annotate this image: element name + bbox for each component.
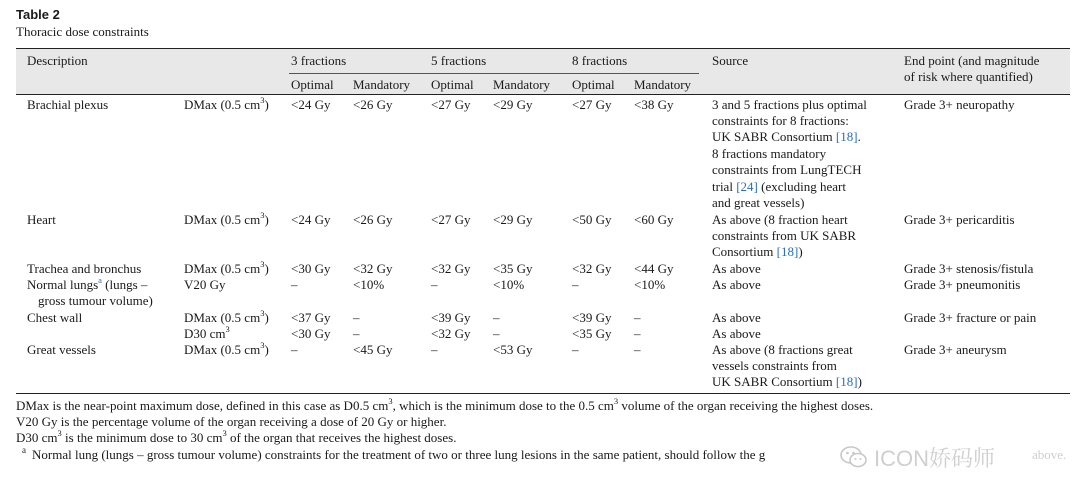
lungs-5-mandatory: <10% [493, 277, 525, 292]
footnote-dmax: DMax is the near-point maximum dose, defined in this case as D0.5 $cm^3$, which is the minimum dose to the 0.5 $cm^3$ volume of the organ receiving the highest doses. [16, 395, 874, 413]
row-chest-wall-description: Chest wall [27, 310, 83, 325]
bottom-rule [16, 393, 1070, 394]
bp-8-optimal: <27 Gy [572, 97, 612, 112]
chest2-3-optimal: <30 Gy [291, 326, 331, 341]
row-lungs-description-line2: gross tumour volume) [38, 293, 153, 308]
bp-source-line5: constraints from LungTECH [712, 162, 862, 177]
chest-3-mandatory: – [353, 310, 360, 325]
chest-8-optimal: <39 Gy [572, 310, 612, 325]
reference-link-24[interactable]: [24] [736, 179, 758, 194]
heart-source-line3: Consortium [18]) [712, 244, 803, 259]
chest-8-mandatory: – [634, 310, 641, 325]
chest-5-mandatory: – [493, 310, 500, 325]
bp-3-optimal: <24 Gy [291, 97, 331, 112]
subheader-5-optimal: Optimal [431, 77, 474, 92]
subheader-8-optimal: Optimal [572, 77, 615, 92]
chest-5-optimal: <39 Gy [431, 310, 471, 325]
row-chest-wall-metric2: D30 $cm^3$ [184, 323, 230, 341]
chest2-8-mandatory: – [634, 326, 641, 341]
chest-endpoint: Grade 3+ fracture or pain [904, 310, 1037, 325]
bp-source-line1: 3 and 5 fractions plus optimal [712, 97, 867, 112]
bp-source-line3: UK SABR Consortium [18]. [712, 129, 861, 144]
trachea-5-optimal: <32 Gy [431, 261, 471, 276]
col-header-5-fractions: 5 fractions [431, 53, 487, 68]
header-bottom-rule [16, 94, 1070, 95]
lungs-5-optimal: – [431, 277, 438, 292]
trachea-3-mandatory: <32 Gy [353, 261, 393, 276]
bp-source-line6: trial [24] (excluding heart [712, 179, 846, 194]
col-header-endpoint-line2: of risk where quantified) [904, 69, 1033, 84]
trachea-8-optimal: <32 Gy [572, 261, 612, 276]
footnote-normal-lung: $^a$ Normal lung (lungs – gross tumour volume) constraints for the treatment of two or three lung lesions in the same patient, should follow the g [22, 444, 766, 462]
row-lungs-description: Normal lungs$^a$ (lungs – [27, 274, 148, 292]
col-header-3-fractions: 3 fractions [291, 53, 347, 68]
chest2-source: As above [712, 326, 761, 341]
row-lungs-metric: V20 Gy [184, 277, 226, 292]
lungs-endpoint: Grade 3+ pneumonitis [904, 277, 1021, 292]
row-heart-metric: DMax (0.5 $cm^3$) [184, 209, 269, 227]
row-trachea-metric: DMax (0.5 $cm^3$) [184, 258, 269, 276]
heart-8-mandatory: <60 Gy [634, 212, 674, 227]
chest-source: As above [712, 310, 761, 325]
lungs-8-optimal: – [572, 277, 579, 292]
trachea-3-optimal: <30 Gy [291, 261, 331, 276]
row-brachial-plexus-description: Brachial plexus [27, 97, 109, 112]
heart-3-mandatory: <26 Gy [353, 212, 393, 227]
heart-endpoint: Grade 3+ pericarditis [904, 212, 1015, 227]
chest2-5-optimal: <32 Gy [431, 326, 471, 341]
top-rule [16, 48, 1070, 49]
reference-link-18[interactable]: [18] [776, 244, 799, 259]
row-brachial-plexus-metric: DMax (0.5 $cm^3$) [184, 94, 269, 112]
great-endpoint: Grade 3+ aneurysm [904, 342, 1007, 357]
great-5-optimal: – [431, 342, 438, 357]
col-header-description: Description [27, 53, 88, 68]
heart-8-optimal: <50 Gy [572, 212, 612, 227]
trachea-endpoint: Grade 3+ stenosis/fistula [904, 261, 1034, 276]
table-label: Table 2 [16, 7, 60, 22]
footnote-d30: D30 $cm^3$ is the minimum dose to 30 $cm^3$ of the organ that receives the highest doses. [16, 427, 457, 445]
bp-5-mandatory: <29 Gy [493, 97, 533, 112]
chest2-8-optimal: <35 Gy [572, 326, 612, 341]
lungs-3-optimal: – [291, 277, 298, 292]
great-source-line2: vessels constraints from [712, 358, 837, 373]
reference-link-18[interactable]: [18] [835, 129, 858, 144]
heart-source-line1: As above (8 fraction heart [712, 212, 848, 227]
great-3-optimal: – [291, 342, 298, 357]
great-source-line3: UK SABR Consortium [18]) [712, 374, 862, 389]
bp-5-optimal: <27 Gy [431, 97, 471, 112]
footnote-v20: V20 Gy is the percentage volume of the organ receiving a dose of 20 Gy or higher. [16, 414, 447, 429]
chest-3-optimal: <37 Gy [291, 310, 331, 325]
chest2-3-mandatory: – [353, 326, 360, 341]
trachea-source: As above [712, 261, 761, 276]
bp-8-mandatory: <38 Gy [634, 97, 674, 112]
great-8-mandatory: – [634, 342, 641, 357]
bp-source-line2: constraints for 8 fractions: [712, 113, 849, 128]
table-caption: Thoracic dose constraints [16, 24, 149, 39]
bp-3-mandatory: <26 Gy [353, 97, 393, 112]
heart-3-optimal: <24 Gy [291, 212, 331, 227]
bp-endpoint: Grade 3+ neuropathy [904, 97, 1015, 112]
subheader-8-mandatory: Mandatory [634, 77, 692, 92]
col-header-8-fractions: 8 fractions [572, 53, 628, 68]
reference-link-18[interactable]: [18] [835, 374, 858, 389]
trachea-8-mandatory: <44 Gy [634, 261, 674, 276]
lungs-3-mandatory: <10% [353, 277, 385, 292]
col-header-endpoint-line1: End point (and magnitude [904, 53, 1040, 68]
wechat-icon [840, 445, 868, 469]
lungs-8-mandatory: <10% [634, 277, 666, 292]
great-source-line1: As above (8 fractions great [712, 342, 853, 357]
footnote-marker-a[interactable]: a [98, 274, 102, 285]
row-chest-wall-metric: DMax (0.5 $cm^3$) [184, 307, 269, 325]
row-trachea-description: Trachea and bronchus [27, 261, 142, 276]
watermark-text: ICON娇码师 [874, 445, 996, 471]
row-great-vessels-metric: DMax (0.5 $cm^3$) [184, 339, 269, 357]
subheader-5-mandatory: Mandatory [493, 77, 551, 92]
col-header-source: Source [712, 53, 749, 68]
lungs-source: As above [712, 277, 761, 292]
row-great-vessels-description: Great vessels [27, 342, 96, 357]
heart-source-line2: constraints from UK SABR [712, 228, 857, 243]
heart-5-optimal: <27 Gy [431, 212, 471, 227]
row-heart-description: Heart [27, 212, 56, 227]
subheader-3-optimal: Optimal [291, 77, 334, 92]
subheader-3-mandatory: Mandatory [353, 77, 411, 92]
bp-source-line7: and great vessels) [712, 195, 805, 210]
fractions-subrule [289, 73, 699, 74]
great-5-mandatory: <53 Gy [493, 342, 533, 357]
trachea-5-mandatory: <35 Gy [493, 261, 533, 276]
chest2-5-mandatory: – [493, 326, 500, 341]
bp-source-line4: 8 fractions mandatory [712, 146, 827, 161]
heart-5-mandatory: <29 Gy [493, 212, 533, 227]
great-3-mandatory: <45 Gy [353, 342, 393, 357]
great-8-optimal: – [572, 342, 579, 357]
watermark [840, 440, 1070, 474]
